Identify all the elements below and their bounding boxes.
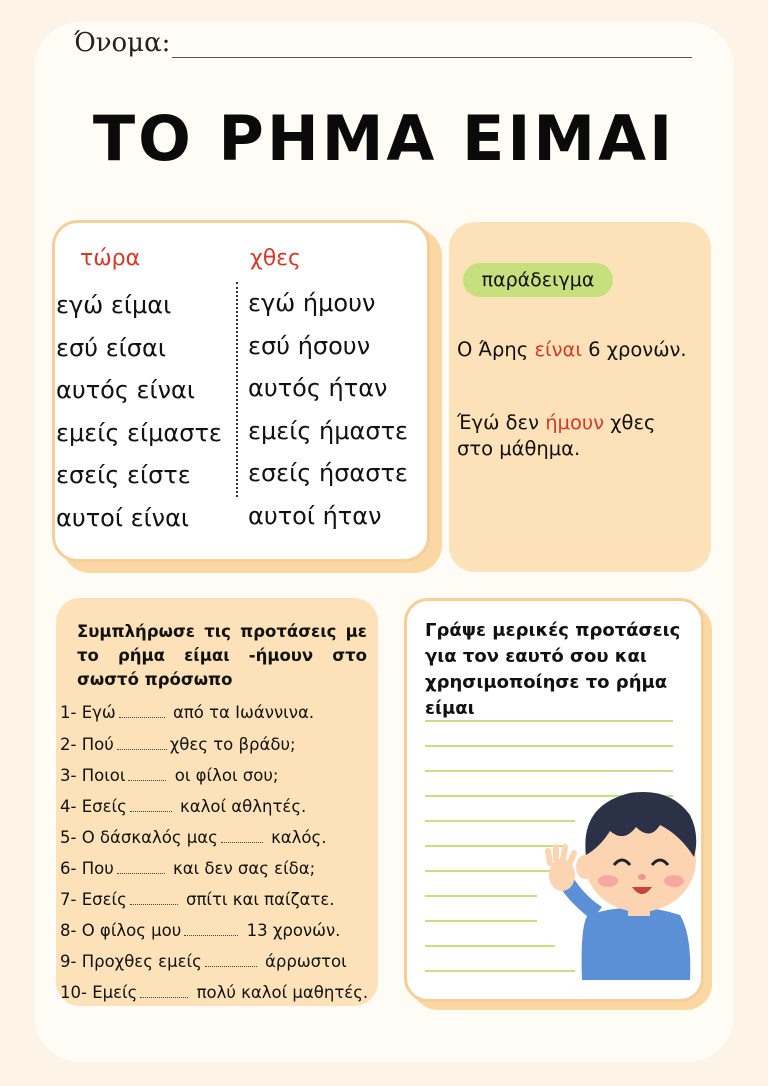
past-form: εγώ ήμουν	[248, 289, 376, 317]
past-form: αυτοί ήταν	[248, 501, 382, 530]
present-form: εσύ είσαι	[56, 333, 166, 362]
highlighted-verb: είναι	[534, 338, 582, 361]
answer-blank[interactable]	[117, 861, 165, 874]
answer-blank[interactable]	[205, 954, 257, 967]
writing-line[interactable]	[425, 920, 537, 922]
answer-blank[interactable]	[184, 923, 238, 936]
answer-blank[interactable]	[117, 737, 167, 750]
column-divider	[236, 282, 238, 497]
writing-line[interactable]	[425, 870, 550, 872]
exercise-sentence: 1- Εγώ από τα Ιωάννινα.	[60, 703, 315, 722]
highlighted-verb: ήμουν	[545, 411, 605, 434]
exercise-sentence: 7- Εσείς σπίτι και παίζατε.	[60, 890, 335, 909]
writing-line[interactable]	[425, 895, 537, 897]
example-sentence-2: Έγώ δεν ήμουν χθες στο μάθημα.	[457, 411, 656, 460]
present-form: εγώ είμαι	[56, 291, 172, 319]
answer-blank[interactable]	[119, 705, 165, 718]
exercise-sentence: 3- Ποιοι οι φίλοι σου;	[60, 766, 279, 785]
writing-line[interactable]	[425, 945, 555, 947]
exercise-instruction: Συμπλήρωσε τις προτάσεις με το ρήμα είμαι -ήμουν στο σωστό πρόσωπο	[77, 622, 367, 689]
name-line[interactable]	[172, 29, 692, 58]
past-column	[248, 282, 408, 537]
exercise-sentence: 9- Προχθες εμείς άρρωστοι	[60, 952, 347, 971]
past-heading: χθες	[250, 246, 301, 271]
example-label: παράδειγμα	[463, 263, 613, 297]
past-form: αυτός ήταν	[248, 374, 388, 402]
exercise-sentence: 8- Ο φίλος μου 13 χρονών.	[60, 921, 341, 940]
answer-blank[interactable]	[140, 985, 188, 998]
page-title: ΤΟ ΡΗΜΑ ΕΙΜΑΙ	[92, 102, 676, 175]
present-form: εσείς είστε	[56, 461, 191, 489]
exercise-sentence: 6- Που και δεν σας είδα;	[60, 859, 316, 878]
writing-line[interactable]	[425, 720, 673, 722]
writing-line[interactable]	[425, 770, 673, 772]
exercise-sentence: 4- Εσείς καλοί αθλητές.	[60, 797, 307, 816]
present-heading: τώρα	[80, 246, 141, 271]
answer-blank[interactable]	[130, 799, 172, 812]
past-form: εσείς ήσαστε	[248, 459, 408, 487]
answer-blank[interactable]	[128, 768, 166, 781]
exercise-sentence: 5- Ο δάσκαλός μας καλός.	[60, 828, 327, 847]
present-form: εμείς είμαστε	[56, 418, 222, 447]
name-field[interactable]	[74, 28, 692, 58]
writing-instruction: Γράψε μερικές προτάσεις για τον εαυτό σου και χρησιμοποίησε το ρήμα είμαι	[425, 620, 681, 719]
past-form: εμείς ήμαστε	[248, 416, 408, 445]
waving-boy-illustration	[540, 775, 700, 980]
name-label: Όνομα:	[74, 28, 171, 58]
past-form: εσύ ήσουν	[248, 331, 371, 360]
present-form: αυτός είναι	[56, 376, 195, 404]
example-sentence-1: Ο Άρης είναι 6 χρονών.	[457, 338, 687, 361]
answer-blank[interactable]	[221, 830, 263, 843]
present-form: αυτοί είναι	[56, 503, 190, 532]
exercise-sentence: 10- Εμείς πολύ καλοί μαθητές.	[60, 983, 369, 1002]
present-column	[56, 284, 222, 539]
answer-blank[interactable]	[130, 892, 178, 905]
exercise-sentence: 2- Πού χθες το βράδυ;	[60, 735, 296, 754]
writing-line[interactable]	[425, 745, 673, 747]
